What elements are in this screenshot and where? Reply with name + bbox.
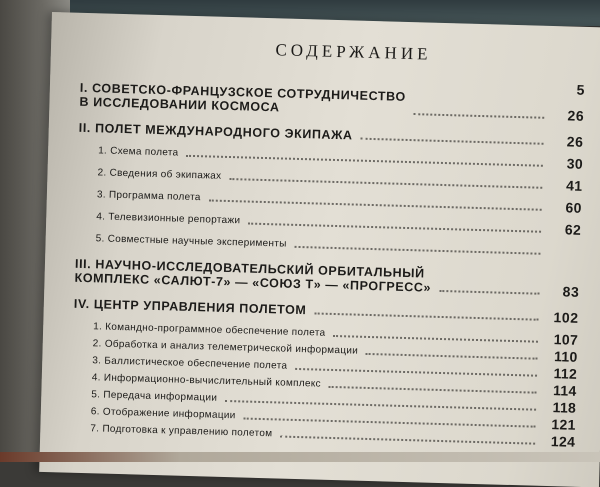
toc-page-number: 102: [553, 309, 579, 326]
toc-item-title: 4. Информационно-вычислительный комплекс: [91, 372, 322, 390]
toc-page-number: 83: [562, 283, 580, 300]
toc-item-title: 2. Сведения об экипажах: [97, 167, 222, 182]
toc-item-title: 4. Телевизионные репортажи: [96, 211, 241, 227]
toc-item-title: 5. Передача информации: [91, 389, 218, 404]
toc-page-number: 112: [553, 365, 578, 382]
toc-section-title: I. СОВЕТСКО-ФРАНЦУЗСКОЕ СОТРУДНИЧЕСТВО В ИССЛЕДОВАНИИ КОСМОСА: [79, 80, 406, 115]
toc-item-title: 1. Командно-программное обеспечение полета: [93, 321, 326, 339]
dot-leader: [366, 352, 538, 360]
toc-section-title: IV. ЦЕНТР УПРАВЛЕНИЯ ПОЛЕТОМ: [73, 296, 307, 318]
book-page: [39, 12, 600, 487]
toc-page-number: 26: [566, 133, 584, 150]
toc-page-number: 41: [565, 177, 583, 194]
toc-item-title: 3. Программа полета: [96, 189, 201, 204]
toc-page-number: 26: [567, 107, 585, 124]
dot-leader: [413, 112, 544, 119]
table-of-contents: [70, 35, 586, 449]
toc-page-number: 118: [552, 399, 577, 416]
toc-title: СОДЕРЖАНИЕ: [275, 40, 432, 64]
toc-section-title: III. НАУЧНО-ИССЛЕДОВАТЕЛЬСКИЙ ОРБИТАЛЬНЫЙ КОМПЛЕКС «САЛЮТ-7» — «СОЮЗ Т» — «ПРОГРЕСС»: [74, 256, 432, 295]
toc-item-title: 2. Обработка и анализ телеметрической информации: [92, 338, 359, 357]
toc-page-number: 60: [565, 199, 582, 216]
toc-page-number: 107: [553, 331, 579, 348]
toc-page-number: 5: [576, 81, 586, 98]
toc-page-number: 121: [551, 416, 576, 433]
toc-item-title: 7. Подготовка к управлению полетом: [90, 423, 273, 440]
toc-item-title: 5. Совместные научные эксперименты: [95, 233, 287, 250]
toc-page-number: 30: [566, 155, 584, 172]
toc-page-number: 62: [564, 221, 582, 238]
toc-page-number: 114: [552, 382, 577, 399]
toc-page-number: 110: [553, 348, 578, 365]
toc-item-title: 6. Отображение информации: [90, 406, 236, 422]
dot-leader: [439, 289, 539, 295]
background-bottom: [0, 452, 600, 462]
dot-leader: [280, 435, 535, 445]
toc-section-title: II. ПОЛЕТ МЕЖДУНАРОДНОГО ЭКИПАЖА: [78, 120, 353, 143]
toc-item-title: 3. Баллистическое обеспечение полета: [92, 355, 288, 372]
toc-item-title: 1. Схема полета: [97, 145, 179, 159]
toc-page-number: 124: [550, 433, 576, 450]
